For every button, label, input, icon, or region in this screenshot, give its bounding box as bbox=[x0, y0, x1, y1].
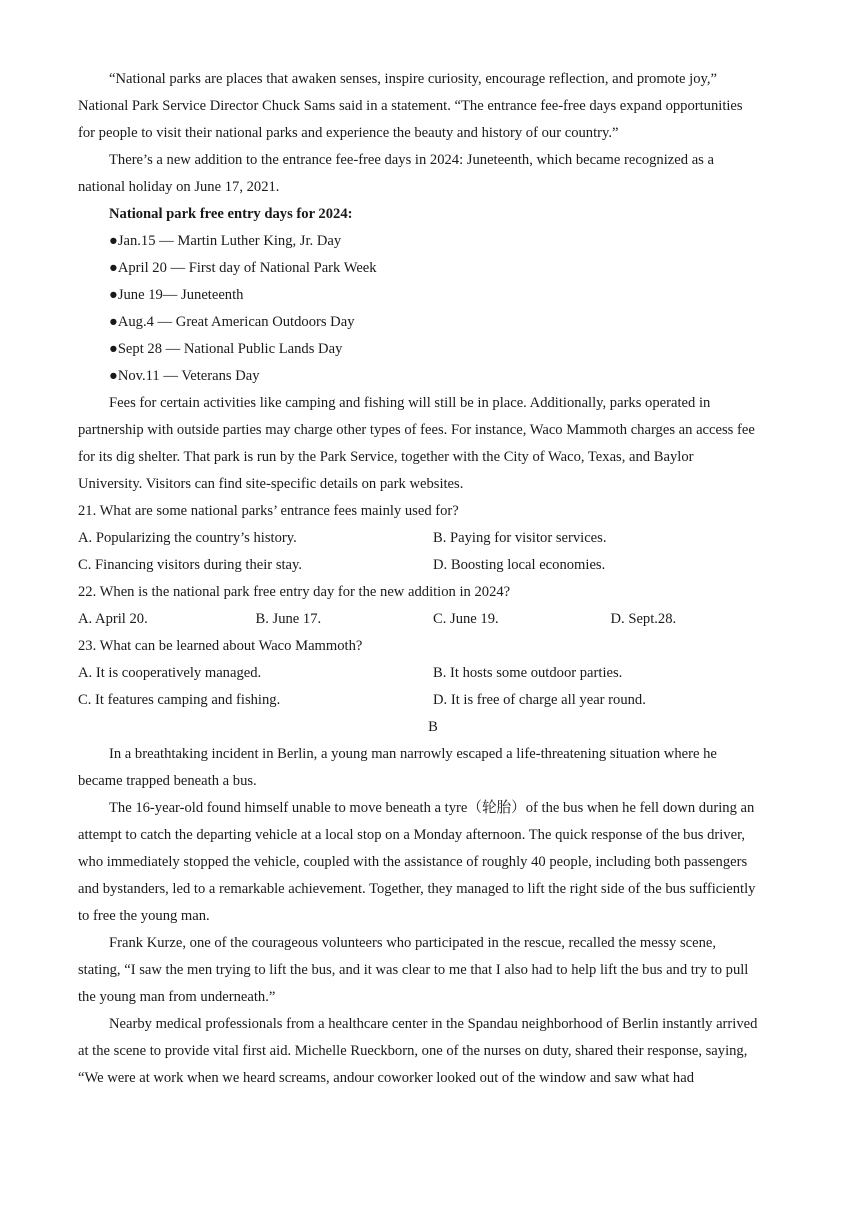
option-a: A. It is cooperatively managed. bbox=[78, 665, 262, 681]
list-item: ●Aug.4 — Great American Outdoors Day bbox=[109, 314, 355, 330]
question-22 bbox=[78, 579, 788, 633]
text-line: to free the young man. bbox=[78, 908, 210, 924]
option-c: C. Financing visitors during their stay. bbox=[78, 557, 303, 573]
list-heading: National park free entry days for 2024: bbox=[109, 206, 353, 222]
option-row bbox=[78, 606, 788, 633]
option-a: A. April 20. bbox=[78, 611, 148, 627]
question-21 bbox=[78, 498, 788, 579]
option-row bbox=[78, 660, 788, 687]
list-item: ●June 19— Juneteenth bbox=[109, 287, 244, 303]
text-line: the young man from underneath.” bbox=[78, 989, 276, 1005]
list-item: ●April 20 — First day of National Park Week bbox=[109, 260, 377, 276]
document-page bbox=[78, 66, 788, 1092]
option-row bbox=[78, 687, 788, 714]
option-row bbox=[78, 552, 788, 579]
paragraph bbox=[78, 741, 788, 795]
paragraph bbox=[78, 1011, 788, 1092]
option-a: A. Popularizing the country’s history. bbox=[78, 530, 297, 546]
text-line: attempt to catch the departing vehicle at a local stop on a Monday afternoon. The quick response of the bus driver, bbox=[78, 827, 746, 843]
text-line: There’s a new addition to the entrance fee-free days in 2024: Juneteenth, which became recognized as a bbox=[109, 152, 714, 168]
option-d: D. It is free of charge all year round. bbox=[433, 692, 646, 708]
text-line: The 16-year-old found himself unable to move beneath a tyre（轮胎）of the bus when he fell down during an bbox=[109, 800, 755, 816]
list-item: ●Nov.11 — Veterans Day bbox=[109, 368, 260, 384]
text-line: stating, “I saw the men trying to lift the bus, and it was clear to me that I also had to help lift the bus and try to pull bbox=[78, 962, 749, 978]
paragraph bbox=[78, 147, 788, 201]
text-line: became trapped beneath a bus. bbox=[78, 773, 257, 789]
question-stem: 21. What are some national parks’ entrance fees mainly used for? bbox=[78, 503, 459, 519]
text-line: University. Visitors can find site-specific details on park websites. bbox=[78, 476, 464, 492]
paragraph bbox=[78, 390, 788, 498]
text-line: In a breathtaking incident in Berlin, a young man narrowly escaped a life-threatening situation where he bbox=[109, 746, 717, 762]
text-line: Frank Kurze, one of the courageous volunteers who participated in the rescue, recalled the messy scene, bbox=[109, 935, 717, 951]
list-item: ●Jan.15 — Martin Luther King, Jr. Day bbox=[109, 233, 342, 249]
section-label: B bbox=[428, 719, 438, 735]
paragraph bbox=[78, 795, 788, 930]
option-row bbox=[78, 525, 788, 552]
text-line: at the scene to provide vital first aid. Michelle Rueckborn, one of the nurses on duty, shared their response, saying, bbox=[78, 1043, 748, 1059]
question-stem: 22. When is the national park free entry day for the new addition in 2024? bbox=[78, 584, 511, 600]
option-d: D. Sept.28. bbox=[610, 611, 677, 627]
text-line: who immediately stopped the vehicle, coupled with the assistance of roughly 40 people, including both passengers bbox=[78, 854, 748, 870]
text-line: national holiday on June 17, 2021. bbox=[78, 179, 280, 195]
paragraph bbox=[78, 66, 788, 147]
text-line: and bystanders, led to a remarkable achievement. Together, they managed to lift the right side of the bus sufficiently bbox=[78, 881, 756, 897]
text-line: Fees for certain activities like camping and fishing will still be in place. Additionally, parks operated in bbox=[109, 395, 711, 411]
text-line: partnership with outside parties may charge other types of fees. For instance, Waco Mammoth charges an access fee bbox=[78, 422, 755, 438]
list-item: ●Sept 28 — National Public Lands Day bbox=[109, 341, 343, 357]
option-d: D. Boosting local economies. bbox=[433, 557, 606, 573]
question-stem: 23. What can be learned about Waco Mammoth? bbox=[78, 638, 363, 654]
text-line: for people to visit their national parks and experience the beauty and history of our country.” bbox=[78, 125, 619, 141]
option-c: C. June 19. bbox=[433, 611, 499, 627]
paragraph bbox=[78, 930, 788, 1011]
option-c: C. It features camping and fishing. bbox=[78, 692, 281, 708]
text-line: for its dig shelter. That park is run by the Park Service, together with the City of Waco, Texas, and Baylor bbox=[78, 449, 694, 465]
question-23 bbox=[78, 633, 788, 714]
option-b: B. It hosts some outdoor parties. bbox=[433, 665, 623, 681]
text-line: National Park Service Director Chuck Sams said in a statement. “The entrance fee-free days expand opportunities bbox=[78, 98, 743, 114]
option-b: B. Paying for visitor services. bbox=[433, 530, 607, 546]
text-line: Nearby medical professionals from a healthcare center in the Spandau neighborhood of Berlin instantly arrived bbox=[109, 1016, 758, 1032]
option-b: B. June 17. bbox=[255, 611, 322, 627]
text-line: “We were at work when we heard screams, andour coworker looked out of the window and saw what had bbox=[78, 1070, 695, 1086]
text-line: “National parks are places that awaken senses, inspire curiosity, encourage reflection, and promote joy,” bbox=[109, 71, 717, 87]
free-entry-days-list bbox=[78, 228, 788, 390]
